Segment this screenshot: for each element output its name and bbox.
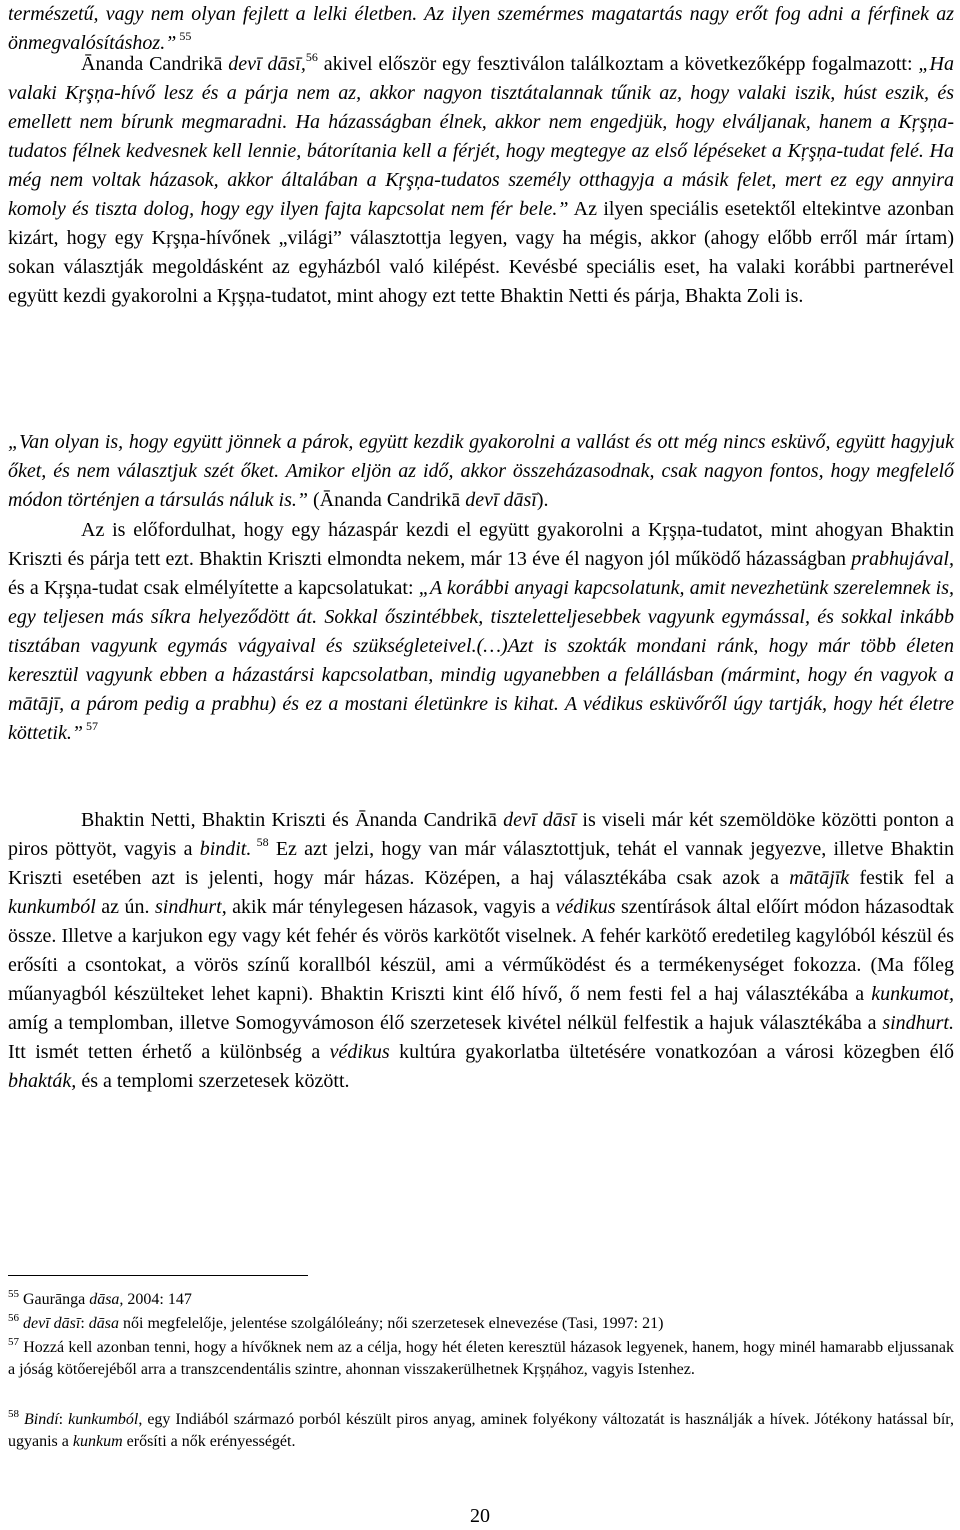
italic-text: „Van olyan is, hogy együtt jönnek a párok, együtt kezdik gyakorolni a vallást és ott még nincs esküvő, együtt hagyjuk őket, és nem választjuk szét őket. Amikor eljön az idő, akkor összeházasodnak, csak nagyon fontos, hogy megfelelő módon történjen a társulás náluk is.” — [8, 431, 954, 511]
text-run: az ún. — [95, 896, 155, 918]
text-run: amíg a templomban, illetve Somogyvámoson élő szerzetesek kivétel nélkül felfestik a hajuk választékába a — [8, 1012, 883, 1034]
paragraph-bindi — [8, 806, 954, 1096]
italic-text: dāsa — [88, 1315, 120, 1332]
italic-text: „Ha valaki Kŗşņa-hívő lesz és a párja nem az, akkor nagyon tisztátalannak tűnik az, hogy valaki iszik, húst eszik, és emellett nem bírunk megmaradni. Ha házasságban élnek, akkor nem engedjük, hogy elváljanak, hanem a Kŗşņa-tudatos félnek kedvesnek kell lennie, bátorítania kell a férjét, hogy megtegye az első lépéseket a Kŗşņa-tudat felé. Ha még nem voltak házasok, akkor általában a Kŗşņa-tudatos személy otthagyja a másik felet, mert ez egy annyira komoly és tiszta dolog, hogy egy ilyen fajta kapcsolat nem fér bele.” — [8, 53, 954, 220]
text-run: szentírások által előírt módon házasodtak össze. Illetve a karjukon egy vagy két fehér és vörös karkötőt viselnek. A fehér karkötő eredetileg kagylóból készül és erősíti a csontokat, a vörös színű korallból készül, ami a vérműködést és a termékenységet fokozza. (Ma főleg műanyagból készülteket lehet kapni). Bhaktin Kriszti kint élő hívő, ő nem festi fel a haj választékába a — [8, 896, 954, 1005]
footnote-ref: 58 — [8, 1408, 19, 1420]
italic-text: sindhurt. — [882, 1012, 954, 1034]
italic-text: prabhujával, — [851, 548, 954, 570]
italic-text: kunkum — [72, 1433, 123, 1450]
footnote-57 — [8, 1337, 954, 1381]
text-run: festik fel a — [849, 867, 955, 889]
footnote-ref: 55 — [8, 1288, 19, 1300]
footnote-ref: 58 — [251, 835, 269, 849]
text-run: , egy Indiából származó porból készült piros anyag, aminek folyékony változatát is használják a hívek. Jótékony hatással bír, ugyanis a — [8, 1411, 954, 1450]
footnote-separator — [8, 1275, 308, 1276]
text-run: Hozzá kell azonban tenni, hogy a hívőknek nem az a célja, hogy hét életen keresztül házasok legyenek, hanem, hogy minél hamarabb eljussanak a jóság kötőerejéből arra a transzcendentális szintre, ahonnan visszakerülhetnek Kŗşņához, vagyis Istenhez. — [8, 1339, 954, 1378]
text-run: Ez azt jelzi, hogy van már választottjuk, tehát el vannak jegyezve, illetve Bhaktin Kriszti esetében azt is jelenti, hogy már házas. Középen, a haj választékába csak azok a — [8, 838, 954, 889]
text-run: Ānanda Candrikā — [81, 53, 229, 75]
footnote-56 — [8, 1313, 954, 1335]
paragraph-couples-quote — [8, 428, 954, 515]
footnote-ref: 55 — [176, 29, 192, 43]
page-number: 20 — [470, 1505, 490, 1527]
paragraph-ananda-quote — [8, 50, 954, 311]
italic-text: devī dāsī — [503, 809, 577, 831]
italic-text: bindit. — [199, 838, 252, 860]
italic-text: kunkumot, — [871, 983, 954, 1005]
text-run: : — [58, 1411, 69, 1428]
text-run: Az ilyen speciális esetektől eltekintve azonban kizárt, hogy egy Kŗşņa-hívőnek „világi” választottja legyen, vagy ha mégis, akkor (ahogy előbb erről már írtam) sokan választják megoldásként az egyházból való kilépést. Kevésbé speciális eset, ha valaki korábbi partnerével együtt kezdi gyakorolni a Kŗşņa-tudatot, mint ahogy ezt tette Bhaktin Netti és párja, Bhakta Zoli is. — [8, 198, 955, 307]
italic-text: devī dāsī — [23, 1315, 81, 1332]
text-run: Gaurānga — [19, 1291, 90, 1308]
footnote-ref: 57 — [82, 719, 98, 733]
italic-text: mātājīk — [789, 867, 850, 889]
italic-text: devī dāsī — [465, 489, 537, 511]
text-run: női megfelelője, jelentése szolgálóleány; női szerzetesek elnevezése (Tasi, 1997: 21) — [119, 1315, 664, 1332]
footnote-ref: 56 — [8, 1312, 19, 1324]
italic-text: kunkumból — [8, 896, 96, 918]
text-run: és a Kŗşņa-tudat csak elmélyítette a kapcsolatukat: — [8, 577, 419, 599]
footnote-55 — [8, 1289, 954, 1311]
italic-text: devī dāsī, — [228, 53, 306, 75]
text-run: erősíti a nők erényességét. — [122, 1433, 296, 1450]
text-run: 2004: 147 — [123, 1291, 192, 1308]
italic-text: Bindí — [24, 1411, 59, 1428]
text-run: is viseli már két szemöldöke közötti ponton a piros pöttyöt, vagyis a — [8, 809, 954, 860]
text-run: Itt ismét tetten érhető a különbség a — [8, 1041, 330, 1063]
text-run: : — [80, 1315, 89, 1332]
italic-text: védikus — [555, 896, 616, 918]
text-run: kultúra gyakorlatba ültetésére vonatkozóan a városi közegben élő — [389, 1041, 954, 1063]
italic-text: dāsa, — [89, 1291, 124, 1308]
text-run: akivel először egy fesztiválon találkoztam a következőképp fogalmazott: — [317, 53, 919, 75]
italic-text: sindhurt — [155, 896, 222, 918]
text-run: Bhaktin Netti, Bhaktin Kriszti és Ānanda Candrikā — [81, 809, 504, 831]
footnote-ref: 57 — [8, 1336, 19, 1348]
italic-text: bhakták, — [8, 1070, 77, 1092]
text-run: Az is előfordulhat, hogy egy házaspár kezdi el együtt gyakorolni a Kŗşņa-tudatot, mint ahogyan Bhaktin Kriszti és párja tett ezt. Bhaktin Kriszti elmondta nekem, már 13 éve él nagyon jól működő házasságban — [8, 519, 954, 570]
italic-text: „A korábbi anyagi kapcsolatunk, amit nevezhetünk szerelemnek is, egy teljesen más síkra helyeződött át. Sokkal őszintébbek, tiszteletteljesebbek vagyunk egymással, és sokkal inkább tisztában vagyunk egymás vágyaival és szükségleteivel.(…)Azt is szokták mondani ránk, hogy már több életen keresztül vagyunk ebben a házastársi kapcsolatban, mindig ugyanebben a felállásban (mármint, hogy én vagyok a mātājī, a párom pedig a prabhu) és ez a mostani életünkre is kihat. A védikus esküvőről úgy tartják, hogy hét életre köttetik.” — [8, 577, 954, 744]
text-run: , akik már ténylegesen házasok, vagyis a — [221, 896, 556, 918]
text-run: ). — [536, 489, 549, 511]
footnote-ref: 56 — [305, 50, 318, 64]
text-run: (Ānanda Candrikā — [308, 489, 466, 511]
italic-text: kunkumból — [68, 1411, 139, 1428]
paragraph-married-couple — [8, 516, 954, 748]
footnote-58 — [8, 1409, 954, 1453]
italic-text: védikus — [329, 1041, 390, 1063]
text-run: és a templomi szerzetesek között. — [76, 1070, 350, 1092]
italic-text: természetű, vagy nem olyan fejlett a lelki életben. Az ilyen szemérmes magatartás nagy erőt fog adni a férfinek az önmegvalósításhoz.” — [8, 3, 954, 54]
